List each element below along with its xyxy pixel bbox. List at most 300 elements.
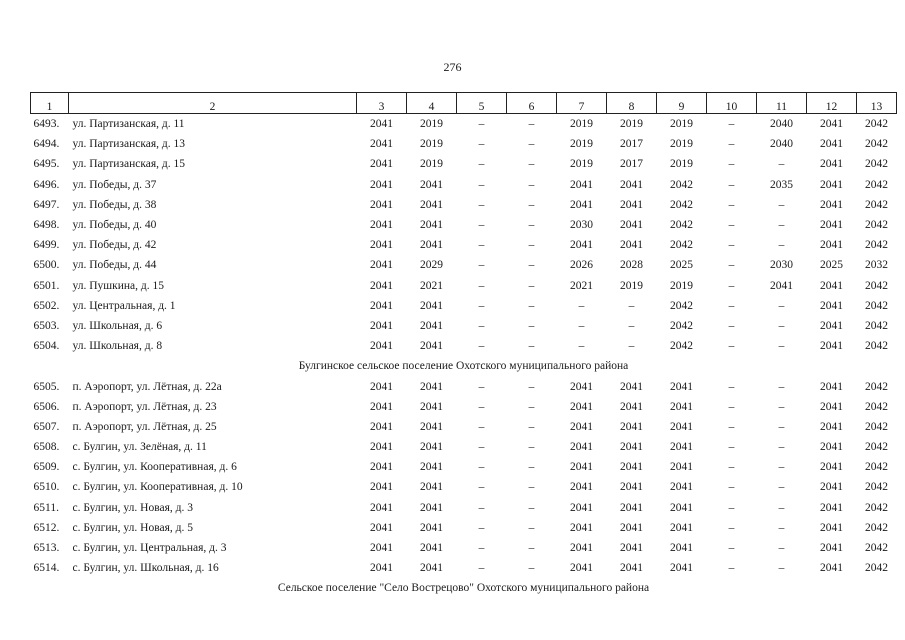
year-cell: 2042 — [865, 461, 888, 474]
year-cell: – — [728, 420, 735, 433]
year-cell: 2041 — [370, 521, 393, 534]
year-cell: 2041 — [820, 319, 843, 332]
year-cell: – — [528, 279, 535, 292]
year-cell: 2041 — [570, 461, 593, 474]
year-cell: 2042 — [865, 219, 888, 232]
year-cell: – — [728, 461, 735, 474]
year-cell: 2041 — [420, 178, 443, 191]
year-cell: 2041 — [370, 380, 393, 393]
address-cell: ул. Пушкина, д. 15 — [72, 279, 164, 292]
year-cell: 2030 — [770, 259, 793, 272]
row-number-cell: 6504. — [33, 340, 60, 353]
year-cell: 2042 — [865, 340, 888, 353]
year-cell: 2041 — [370, 178, 393, 191]
year-cell: 2021 — [570, 279, 593, 292]
address-cell: ул. Школьная, д. 6 — [72, 319, 163, 332]
table-body-block-2 — [31, 376, 897, 578]
year-cell: 2019 — [620, 118, 643, 131]
table-row — [31, 376, 897, 396]
year-cell: 2041 — [370, 239, 393, 252]
year-cell: 2041 — [420, 481, 443, 494]
year-cell: – — [478, 501, 485, 514]
year-cell: 2041 — [420, 299, 443, 312]
table-row — [31, 457, 897, 477]
year-cell: 2041 — [570, 239, 593, 252]
year-cell: 2041 — [820, 198, 843, 211]
column-header: 2 — [69, 93, 357, 114]
year-cell: – — [478, 279, 485, 292]
year-cell: 2042 — [670, 219, 693, 232]
address-cell: ул. Победы, д. 38 — [72, 198, 157, 211]
table-row — [31, 154, 897, 174]
year-cell: 2041 — [370, 319, 393, 332]
year-cell: 2041 — [420, 380, 443, 393]
year-cell: 2041 — [620, 501, 643, 514]
year-cell: 2017 — [620, 138, 643, 151]
year-cell: 2041 — [370, 400, 393, 413]
year-cell: 2042 — [865, 138, 888, 151]
year-cell: 2041 — [420, 461, 443, 474]
year-cell: 2041 — [820, 219, 843, 232]
year-cell: 2041 — [570, 562, 593, 575]
year-cell: 2041 — [370, 198, 393, 211]
year-cell: 2042 — [865, 158, 888, 171]
year-cell: 2041 — [570, 501, 593, 514]
year-cell: 2041 — [370, 299, 393, 312]
year-cell: – — [728, 481, 735, 494]
year-cell: 2019 — [420, 138, 443, 151]
address-cell: ул. Центральная, д. 1 — [72, 299, 176, 312]
table-row — [31, 276, 897, 296]
address-cell: с. Булгин, ул. Центральная, д. 3 — [72, 542, 227, 555]
year-cell: 2042 — [670, 340, 693, 353]
year-cell: 2041 — [820, 501, 843, 514]
address-cell: с. Булгин, ул. Новая, д. 5 — [72, 521, 193, 534]
year-cell: 2042 — [670, 178, 693, 191]
year-cell: 2041 — [820, 542, 843, 555]
year-cell: – — [528, 420, 535, 433]
year-cell: 2041 — [820, 441, 843, 454]
year-cell: 2041 — [670, 542, 693, 555]
year-cell: 2035 — [770, 178, 793, 191]
year-cell: 2042 — [670, 198, 693, 211]
row-number-cell: 6512. — [33, 521, 60, 534]
year-cell: 2041 — [420, 562, 443, 575]
year-cell: 2041 — [420, 198, 443, 211]
table-header — [31, 93, 897, 114]
year-cell: 2041 — [570, 400, 593, 413]
year-cell: 2041 — [620, 461, 643, 474]
year-cell: – — [528, 239, 535, 252]
year-cell: – — [728, 259, 735, 272]
year-cell: 2041 — [820, 400, 843, 413]
year-cell: 2019 — [420, 118, 443, 131]
year-cell: – — [528, 219, 535, 232]
year-cell: – — [778, 158, 785, 171]
year-cell: 2041 — [570, 521, 593, 534]
address-cell: с. Булгин, ул. Зелёная, д. 11 — [72, 441, 207, 454]
row-number-cell: 6496. — [33, 178, 60, 191]
year-cell: – — [528, 118, 535, 131]
year-cell: – — [528, 138, 535, 151]
row-number-cell: 6505. — [33, 380, 60, 393]
year-cell: 2042 — [865, 521, 888, 534]
year-cell: – — [478, 239, 485, 252]
column-header: 6 — [507, 93, 557, 114]
column-header: 7 — [557, 93, 607, 114]
year-cell: 2042 — [865, 420, 888, 433]
section-header-group — [31, 578, 897, 598]
year-cell: 2041 — [820, 138, 843, 151]
address-cell: ул. Победы, д. 40 — [72, 219, 157, 232]
year-cell: – — [778, 239, 785, 252]
year-cell: 2042 — [865, 299, 888, 312]
year-cell: 2041 — [820, 380, 843, 393]
year-cell: – — [728, 158, 735, 171]
year-cell: 2032 — [865, 259, 888, 272]
column-header: 13 — [857, 93, 897, 114]
year-cell: 2019 — [670, 279, 693, 292]
year-cell: 2041 — [820, 481, 843, 494]
row-number-cell: 6494. — [33, 138, 60, 151]
housing-register-table — [30, 92, 897, 599]
year-cell: 2041 — [370, 279, 393, 292]
year-cell: 2041 — [370, 562, 393, 575]
section-header-row — [31, 578, 897, 598]
address-cell: с. Булгин, ул. Школьная, д. 16 — [72, 562, 219, 575]
year-cell: – — [728, 279, 735, 292]
table-row — [31, 437, 897, 457]
year-cell: 2042 — [865, 239, 888, 252]
year-cell: – — [728, 219, 735, 232]
section-title-vostretsovo: Сельское поселение "Село Вострецово" Охотского муниципального района — [277, 582, 650, 595]
year-cell: – — [478, 340, 485, 353]
table-row — [31, 558, 897, 578]
year-cell: – — [528, 299, 535, 312]
year-cell: 2041 — [370, 481, 393, 494]
year-cell: – — [778, 441, 785, 454]
year-cell: – — [778, 481, 785, 494]
column-header: 5 — [457, 93, 507, 114]
table-row — [31, 195, 897, 215]
year-cell: – — [528, 380, 535, 393]
year-cell: – — [528, 481, 535, 494]
year-cell: – — [778, 319, 785, 332]
year-cell: 2041 — [670, 501, 693, 514]
year-cell: – — [478, 198, 485, 211]
year-cell: – — [778, 420, 785, 433]
year-cell: 2025 — [670, 259, 693, 272]
year-cell: 2042 — [670, 299, 693, 312]
year-cell: 2041 — [420, 420, 443, 433]
table-row — [31, 215, 897, 235]
row-number-cell: 6507. — [33, 420, 60, 433]
year-cell: 2042 — [865, 319, 888, 332]
year-cell: 2019 — [570, 158, 593, 171]
year-cell: 2041 — [570, 178, 593, 191]
year-cell: 2041 — [820, 178, 843, 191]
column-header: 4 — [407, 93, 457, 114]
year-cell: 2030 — [570, 219, 593, 232]
year-cell: – — [478, 138, 485, 151]
year-cell: 2041 — [420, 441, 443, 454]
table-row — [31, 477, 897, 497]
year-cell: – — [528, 461, 535, 474]
year-cell: 2041 — [670, 521, 693, 534]
year-cell: 2041 — [370, 340, 393, 353]
year-cell: – — [478, 542, 485, 555]
year-cell: 2042 — [670, 319, 693, 332]
year-cell: – — [478, 562, 485, 575]
year-cell: 2041 — [670, 461, 693, 474]
page-number: 276 — [443, 60, 462, 74]
year-cell: – — [728, 138, 735, 151]
year-cell: – — [778, 380, 785, 393]
row-number-cell: 6498. — [33, 219, 60, 232]
year-cell: 2042 — [865, 380, 888, 393]
address-cell: с. Булгин, ул. Кооперативная, д. 10 — [72, 481, 243, 494]
year-cell: 2042 — [865, 562, 888, 575]
year-cell: 2028 — [620, 259, 643, 272]
year-cell: – — [728, 441, 735, 454]
year-cell: – — [628, 299, 635, 312]
section-header-row — [31, 356, 897, 376]
year-cell: 2025 — [820, 259, 843, 272]
year-cell: 2041 — [570, 542, 593, 555]
year-cell: 2041 — [370, 138, 393, 151]
year-cell: – — [728, 178, 735, 191]
column-header: 11 — [757, 93, 807, 114]
column-header: 9 — [657, 93, 707, 114]
year-cell: 2026 — [570, 259, 593, 272]
year-cell: 2041 — [620, 219, 643, 232]
year-cell: – — [478, 319, 485, 332]
year-cell: 2042 — [865, 481, 888, 494]
year-cell: 2041 — [620, 198, 643, 211]
year-cell: – — [528, 340, 535, 353]
year-cell: – — [478, 380, 485, 393]
year-cell: 2042 — [865, 400, 888, 413]
year-cell: 2041 — [620, 562, 643, 575]
row-number-cell: 6506. — [33, 400, 60, 413]
table-row — [31, 538, 897, 558]
year-cell: 2040 — [770, 118, 793, 131]
year-cell: – — [528, 521, 535, 534]
row-number-cell: 6493. — [33, 118, 60, 131]
year-cell: – — [728, 239, 735, 252]
row-number-cell: 6499. — [33, 239, 60, 252]
year-cell: 2041 — [420, 501, 443, 514]
year-cell: 2041 — [420, 542, 443, 555]
year-cell: 2042 — [865, 542, 888, 555]
year-cell: 2041 — [370, 118, 393, 131]
year-cell: – — [728, 542, 735, 555]
year-cell: – — [528, 158, 535, 171]
year-cell: – — [728, 562, 735, 575]
year-cell: 2041 — [820, 420, 843, 433]
year-cell: 2019 — [420, 158, 443, 171]
address-cell: ул. Победы, д. 44 — [72, 259, 157, 272]
year-cell: – — [478, 481, 485, 494]
year-cell: 2040 — [770, 138, 793, 151]
year-cell: – — [728, 118, 735, 131]
table-row — [31, 114, 897, 135]
year-cell: – — [728, 299, 735, 312]
address-cell: п. Аэропорт, ул. Лётная, д. 23 — [72, 400, 217, 413]
year-cell: 2029 — [420, 259, 443, 272]
year-cell: 2041 — [420, 340, 443, 353]
table-row — [31, 336, 897, 356]
year-cell: – — [478, 461, 485, 474]
year-cell: 2041 — [570, 481, 593, 494]
year-cell: 2041 — [420, 400, 443, 413]
year-cell: – — [478, 441, 485, 454]
year-cell: 2041 — [670, 400, 693, 413]
year-cell: – — [778, 542, 785, 555]
year-cell: 2041 — [620, 380, 643, 393]
year-cell: 2041 — [570, 441, 593, 454]
year-cell: – — [528, 441, 535, 454]
year-cell: 2041 — [820, 521, 843, 534]
year-cell: – — [478, 299, 485, 312]
year-cell: 2041 — [370, 219, 393, 232]
year-cell: 2042 — [865, 279, 888, 292]
year-cell: – — [478, 219, 485, 232]
row-number-cell: 6501. — [33, 279, 60, 292]
year-cell: 2041 — [820, 461, 843, 474]
year-cell: 2041 — [670, 420, 693, 433]
year-cell: – — [778, 299, 785, 312]
year-cell: 2042 — [865, 118, 888, 131]
year-cell: 2041 — [820, 158, 843, 171]
address-cell: ул. Победы, д. 37 — [72, 178, 157, 191]
year-cell: 2041 — [370, 259, 393, 272]
year-cell: 2041 — [820, 562, 843, 575]
year-cell: – — [578, 319, 585, 332]
row-number-cell: 6495. — [33, 158, 60, 171]
year-cell: – — [778, 340, 785, 353]
year-cell: 2041 — [620, 178, 643, 191]
address-cell: ул. Партизанская, д. 15 — [72, 158, 185, 171]
table-row — [31, 175, 897, 195]
year-cell: – — [528, 562, 535, 575]
column-header: 8 — [607, 93, 657, 114]
year-cell: 2041 — [420, 239, 443, 252]
year-cell: 2019 — [670, 138, 693, 151]
year-cell: – — [628, 340, 635, 353]
year-cell: 2019 — [620, 279, 643, 292]
year-cell: 2019 — [670, 118, 693, 131]
year-cell: 2041 — [670, 380, 693, 393]
year-cell: – — [778, 521, 785, 534]
column-header: 12 — [807, 93, 857, 114]
year-cell: 2041 — [370, 158, 393, 171]
year-cell: 2041 — [570, 420, 593, 433]
year-cell: 2041 — [820, 299, 843, 312]
year-cell: 2042 — [865, 441, 888, 454]
year-cell: – — [478, 420, 485, 433]
address-cell: ул. Партизанская, д. 11 — [72, 118, 185, 131]
year-cell: – — [478, 118, 485, 131]
year-cell: – — [478, 158, 485, 171]
year-cell: – — [528, 501, 535, 514]
address-cell: ул. Партизанская, д. 13 — [72, 138, 185, 151]
year-cell: – — [728, 319, 735, 332]
table-row — [31, 235, 897, 255]
year-cell: 2041 — [370, 461, 393, 474]
year-cell: 2041 — [620, 481, 643, 494]
table-row — [31, 518, 897, 538]
row-number-cell: 6508. — [33, 441, 60, 454]
section-header-group — [31, 356, 897, 376]
year-cell: – — [778, 461, 785, 474]
year-cell: – — [478, 178, 485, 191]
year-cell: 2041 — [420, 319, 443, 332]
table-row — [31, 417, 897, 437]
year-cell: 2041 — [370, 441, 393, 454]
year-cell: 2041 — [670, 481, 693, 494]
row-number-cell: 6502. — [33, 299, 60, 312]
year-cell: 2041 — [370, 501, 393, 514]
table-row — [31, 498, 897, 518]
year-cell: – — [778, 219, 785, 232]
year-cell: 2041 — [620, 441, 643, 454]
address-cell: п. Аэропорт, ул. Лётная, д. 22а — [72, 380, 222, 393]
year-cell: 2019 — [670, 158, 693, 171]
year-cell: 2041 — [420, 219, 443, 232]
table-row — [31, 397, 897, 417]
year-cell: – — [728, 400, 735, 413]
year-cell: – — [778, 400, 785, 413]
row-number-cell: 6503. — [33, 319, 60, 332]
year-cell: 2041 — [620, 542, 643, 555]
year-cell: 2041 — [670, 441, 693, 454]
row-number-cell: 6514. — [33, 562, 60, 575]
year-cell: 2041 — [620, 420, 643, 433]
year-cell: – — [478, 400, 485, 413]
address-cell: с. Булгин, ул. Новая, д. 3 — [72, 501, 193, 514]
address-cell: ул. Победы, д. 42 — [72, 239, 157, 252]
year-cell: – — [628, 319, 635, 332]
year-cell: 2041 — [370, 420, 393, 433]
row-number-cell: 6509. — [33, 461, 60, 474]
year-cell: 2041 — [770, 279, 793, 292]
year-cell: 2019 — [570, 138, 593, 151]
year-cell: 2019 — [570, 118, 593, 131]
year-cell: 2017 — [620, 158, 643, 171]
column-header: 10 — [707, 93, 757, 114]
year-cell: – — [778, 198, 785, 211]
year-cell: 2041 — [620, 521, 643, 534]
row-number-cell: 6511. — [33, 501, 59, 514]
table-row — [31, 316, 897, 336]
year-cell: – — [728, 521, 735, 534]
year-cell: 2041 — [420, 521, 443, 534]
column-header: 3 — [357, 93, 407, 114]
year-cell: – — [578, 340, 585, 353]
table-row — [31, 255, 897, 275]
year-cell: – — [528, 400, 535, 413]
section-title-bulgin: Булгинское сельское поселение Охотского муниципального района — [298, 360, 629, 373]
year-cell: – — [528, 178, 535, 191]
year-cell: – — [778, 501, 785, 514]
row-number-cell: 6513. — [33, 542, 60, 555]
year-cell: 2041 — [820, 279, 843, 292]
year-cell: 2041 — [370, 542, 393, 555]
year-cell: – — [728, 501, 735, 514]
row-number-cell: 6510. — [33, 481, 60, 494]
year-cell: – — [528, 319, 535, 332]
